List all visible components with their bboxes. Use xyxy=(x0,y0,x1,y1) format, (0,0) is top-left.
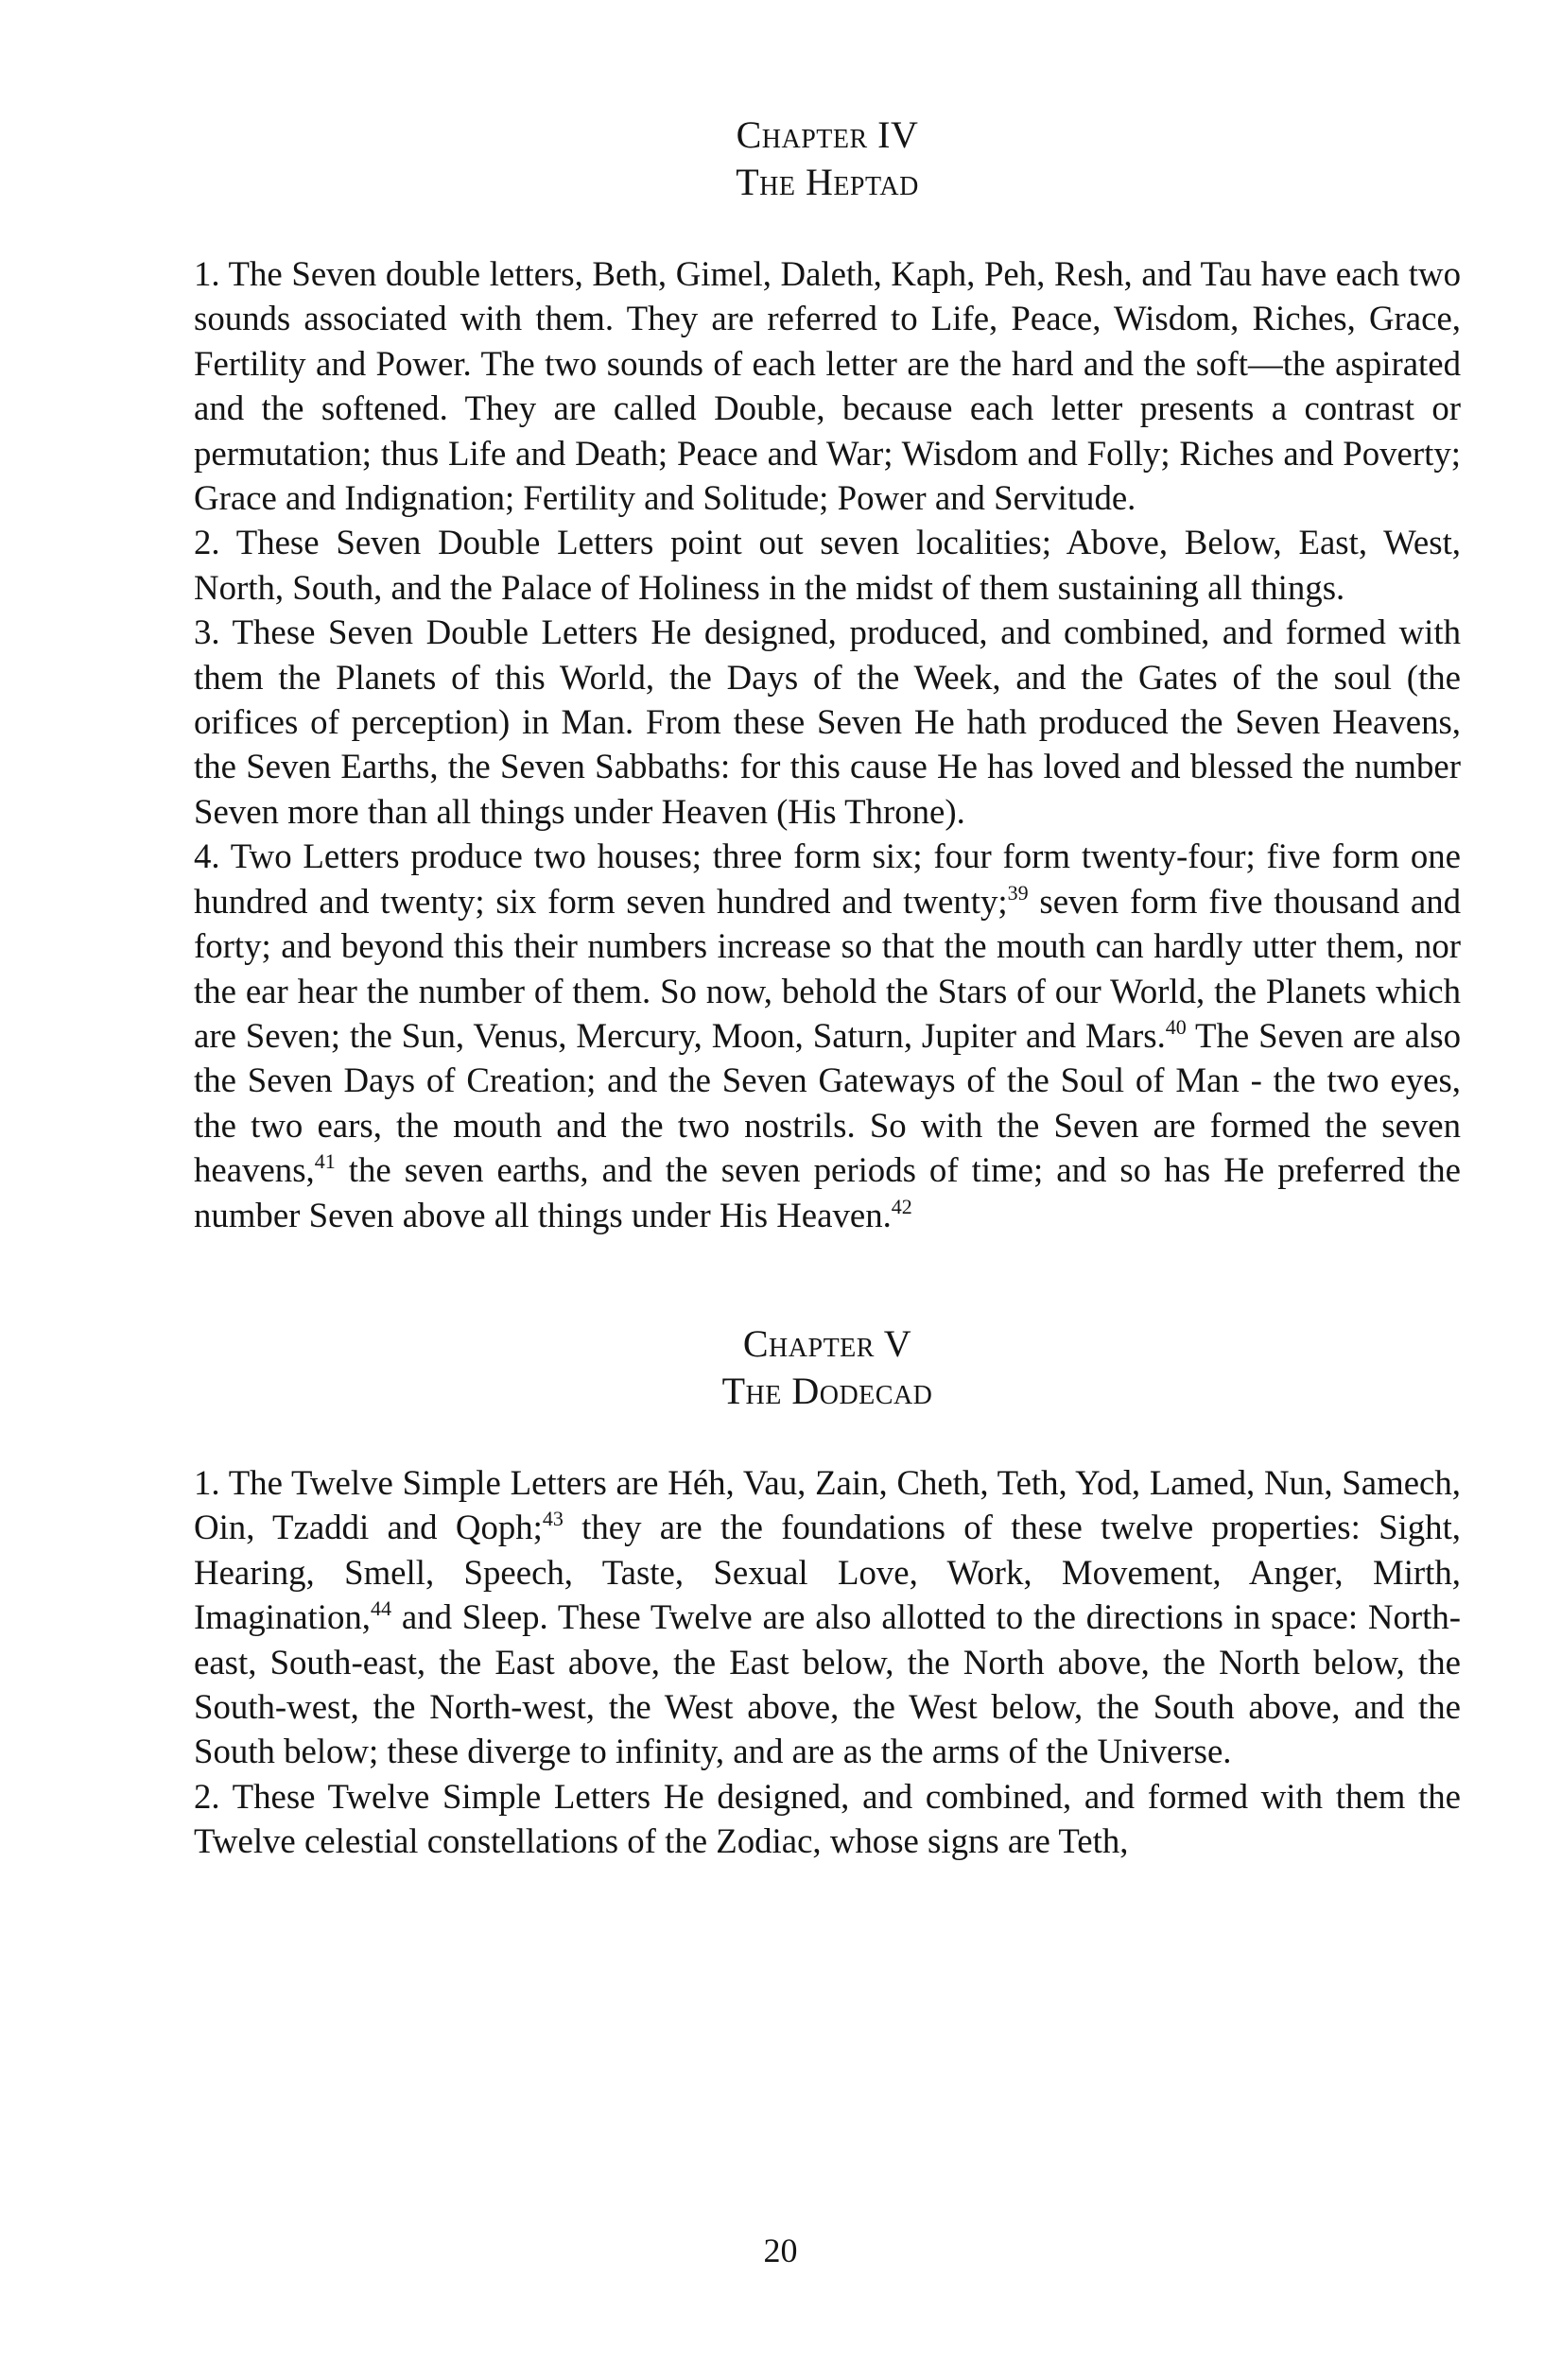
chapter-iv-title: The Heptad xyxy=(736,161,919,203)
chapter-v-heading xyxy=(194,1320,1461,1415)
paragraph-text: 4. Two Letters produce two houses; three form six; four form twenty-four; five form one hundred and twenty; six form seven hundred and twenty; xyxy=(194,836,1461,921)
paragraph-3 xyxy=(194,610,1461,834)
paragraph-text: seven form five thousand and forty; and beyond this their numbers increase so that the mouth can hardly utter them, nor the ear hear the number of them. So now, behold the Stars of our World, the Planets which are Seven; the Sun, Venus, Mercury, Moon, Saturn, Jupiter and Mars. xyxy=(194,881,1461,1055)
footnote-ref: 39 xyxy=(1007,880,1029,905)
paragraph-text: they are the foundations of these twelve properties: Sight, Hearing, Smell, Speech, Taste, Sexual Love, Work, Movement, Anger, Mirth, Imagination, xyxy=(194,1508,1461,1637)
footnote-ref: 42 xyxy=(891,1194,912,1218)
chapter-iv-number: Chapter IV xyxy=(736,113,919,156)
paragraph-1 xyxy=(194,1460,1461,1774)
paragraph-text: 1. The Twelve Simple Letters are Héh, Vau, Zain, Cheth, Teth, Yod, Lamed, Nun, Samech, Oin, Tzaddi and Qoph; xyxy=(194,1462,1461,1547)
paragraph-text: 1. The Seven double letters, Beth, Gimel, Daleth, Kaph, Peh, Resh, and Tau have each two sounds associated with them. They are referred to Life, Peace, Wisdom, Riches, Grace, Fertility and Power. The two sounds of each letter are the hard and the soft—the aspirated and the softened. They are called Double, because each letter presents a contrast or permutation; thus Life and Death; Peace and War; Wisdom and Folly; Riches and Poverty; Grace and Indignation; Fertility and Solitude; Power and Servitude. xyxy=(194,254,1461,518)
paragraph-text: 2. These Twelve Simple Letters He designed, and combined, and formed with them the Twelve celestial constellations of the Zodiac, whose signs are Teth, xyxy=(194,1776,1461,1861)
chapter-iv-heading xyxy=(194,112,1461,206)
paragraph-1 xyxy=(194,251,1461,520)
paragraph-text: the seven earths, and the seven periods of time; and so has He preferred the number Seven above all things under His Heaven. xyxy=(194,1150,1461,1234)
page-body xyxy=(194,112,1461,1864)
paragraph-4 xyxy=(194,834,1461,1237)
footnote-ref: 43 xyxy=(542,1507,564,1531)
paragraph-text: and Sleep. These Twelve are also allotted to the directions in space: North-east, South-east, the East above, the East below, the North above, the North below, the South-west, the North-west, the West above, the West below, the South above, and the South below; these diverge to infinity, and are as the arms of the Universe. xyxy=(194,1597,1461,1771)
footnote-ref: 41 xyxy=(314,1149,336,1174)
paragraph-text: 2. These Seven Double Letters point out seven localities; Above, Below, East, West, North, South, and the Palace of Holiness in the midst of them sustaining all things. xyxy=(194,523,1461,607)
footnote-ref: 44 xyxy=(371,1596,392,1621)
paragraph-text: 3. These Seven Double Letters He designed, produced, and combined, and formed with them the Planets of this World, the Days of the Week, and the Gates of the soul (the orifices of perception) in Man. From these Seven He hath produced the Seven Heavens, the Seven Earths, the Seven Sabbaths: for this cause He has loved and blessed the number Seven more than all things under Heaven (His Throne). xyxy=(194,612,1461,831)
chapter-v-body xyxy=(194,1460,1461,1864)
footnote-ref: 40 xyxy=(1165,1014,1187,1039)
paragraph-2 xyxy=(194,520,1461,610)
paragraph-2 xyxy=(194,1774,1461,1864)
chapter-v-title: The Dodecad xyxy=(721,1369,933,1412)
paragraph-text: The Seven are also the Seven Days of Creation; and the Seven Gateways of the Soul of Man - the two eyes, the two ears, the mouth and the two nostrils. So with the Seven are formed the seven heavens, xyxy=(194,1015,1461,1190)
page-number: 20 xyxy=(763,2232,798,2269)
chapter-v-number: Chapter V xyxy=(742,1321,912,1365)
chapter-iv-body xyxy=(194,251,1461,1237)
